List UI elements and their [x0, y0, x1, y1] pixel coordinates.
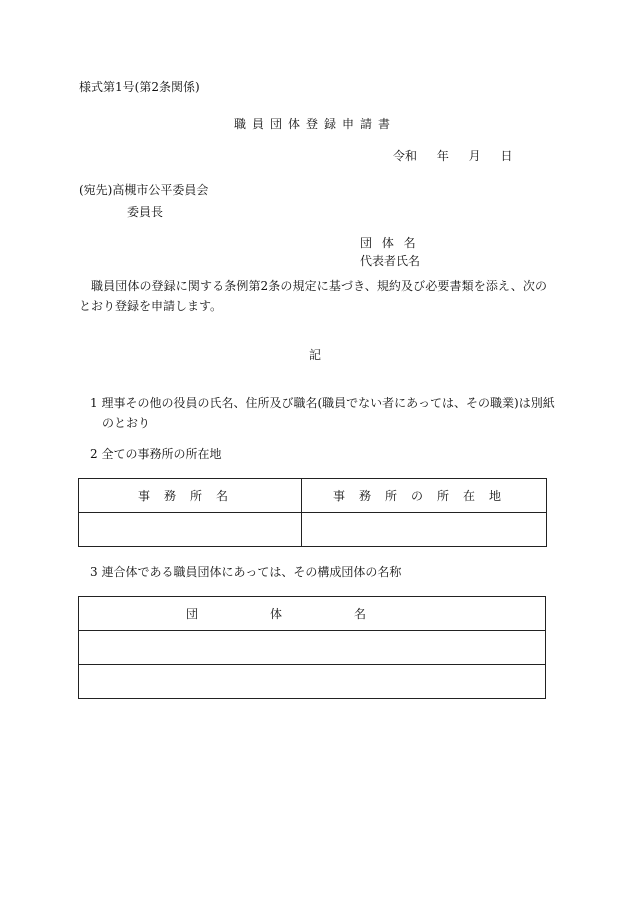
member-groups-table [78, 596, 546, 699]
table-row [79, 631, 546, 665]
table-header-row [79, 597, 546, 631]
application-statement: 職員団体の登録に関する条例第2条の規定に基づき、規約及び必要書類を添え、次のとおり登録を申請します。 [79, 279, 547, 313]
form-number: 様式第1号(第2条関係) [79, 80, 200, 94]
group-name-label: 団 体 名 [360, 236, 416, 250]
item-1-officers: 1 理事その他の役員の氏名、住所及び職名(職員でない者にあっては、その職業)は別紙のとおり [90, 396, 555, 430]
group-name-cell[interactable] [79, 631, 546, 665]
office-address-cell[interactable] [302, 513, 547, 547]
group-name-cell[interactable] [79, 665, 546, 699]
header-group-name: 団体名 [79, 597, 546, 631]
date-line: 令和 年 月 日 [393, 149, 513, 163]
offices-table [78, 478, 547, 547]
document-title: 職員団体登録申請書 [233, 117, 396, 131]
header-office-name: 事務所名 [79, 479, 302, 513]
addressee-chair: 委員長 [127, 205, 164, 219]
table-row [79, 513, 547, 547]
representative-name-label: 代表者氏名 [360, 254, 421, 268]
table-row [79, 665, 546, 699]
addressee-committee: (宛先)高槻市公平委員会 [79, 183, 209, 197]
table-header-row [79, 479, 547, 513]
item-2-office-locations: 2 全ての事務所の所在地 [90, 447, 222, 461]
header-office-address: 事務所の所在地 [302, 479, 547, 513]
ki-heading: 記 [308, 348, 321, 362]
item-3-member-groups: 3 連合体である職員団体にあっては、その構成団体の名称 [90, 565, 402, 579]
office-name-cell[interactable] [79, 513, 302, 547]
